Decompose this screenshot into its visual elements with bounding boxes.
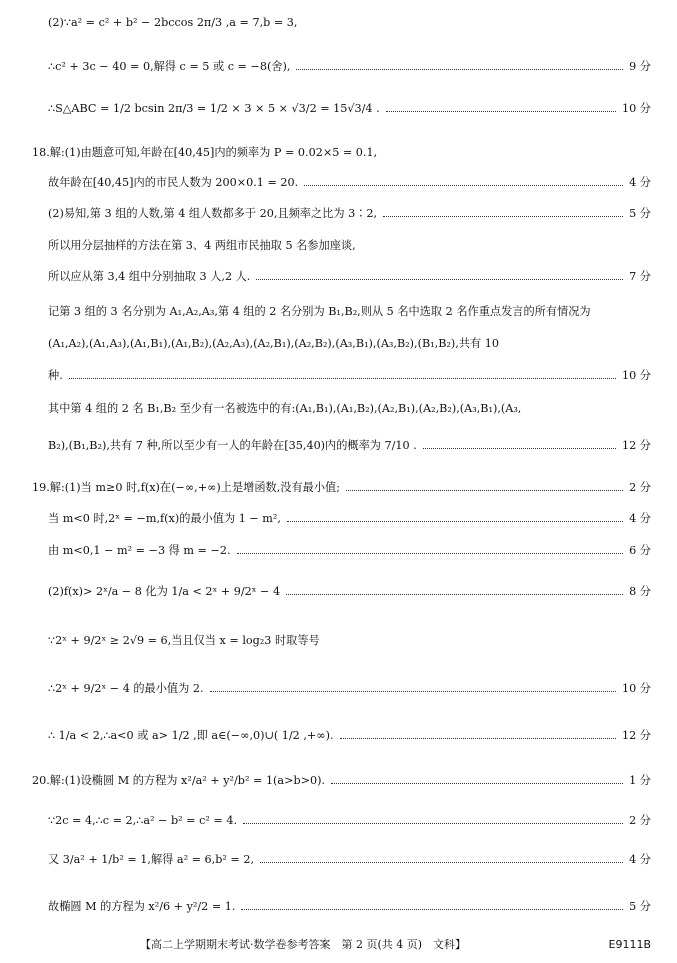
solution-line <box>32 772 651 790</box>
score-label: 10 分 <box>622 369 651 382</box>
leader-dots <box>331 783 623 784</box>
score-label: 4 分 <box>629 853 651 866</box>
solution-line <box>48 583 651 601</box>
leader-dots <box>210 691 616 692</box>
score-label: 8 分 <box>629 585 651 598</box>
leader-dots <box>256 279 623 280</box>
line-text: 其中第 4 组的 2 名 B₁,B₂ 至少有一名被选中的有:(A₁,B₁),(A₁,B₂),(A₂,B₁),(A₂,B₂),(A₃,B₁),(A₃, <box>48 402 522 415</box>
score-label: 4 分 <box>629 512 651 525</box>
leader-dots <box>346 490 623 491</box>
solution-line <box>48 400 651 418</box>
leader-dots <box>241 909 623 910</box>
solution-line <box>48 14 651 32</box>
page-footer <box>0 937 651 953</box>
solution-line <box>48 898 651 916</box>
line-text: ∴ 1/a < 2,∴a<0 或 a> 1/2 ,即 a∈(−∞,0)∪( 1/2 ,+∞). <box>48 729 334 742</box>
solution-line <box>48 174 651 192</box>
footer-title: 【高二上学期期末考试·数学卷参考答案 第 2 页(共 4 页) 文科】 <box>140 938 467 951</box>
score-label: 10 分 <box>622 682 651 695</box>
solution-line <box>48 303 651 321</box>
solution-line <box>48 437 651 455</box>
line-text: ∴2ˣ + 9/2ˣ − 4 的最小值为 2. <box>48 682 204 695</box>
line-text: B₂),(B₁,B₂),共有 7 种,所以至少有一人的年龄在[35,40)内的概率为 7/10 . <box>48 439 417 452</box>
solution-line <box>48 510 651 528</box>
leader-dots <box>287 521 623 522</box>
line-text: 故年龄在[40,45]内的市民人数为 200×0.1 = 20. <box>48 176 299 189</box>
line-text: 19.解:(1)当 m≥0 时,f(x)在(−∞,+∞)上是增函数,没有最小值; <box>32 481 340 494</box>
score-label: 9 分 <box>629 60 651 73</box>
leader-dots <box>69 378 616 379</box>
leader-dots <box>243 823 623 824</box>
solution-line <box>48 237 651 255</box>
leader-dots <box>237 553 624 554</box>
score-label: 6 分 <box>629 544 651 557</box>
solution-line <box>32 479 651 497</box>
solution-line <box>48 812 651 830</box>
line-text: 又 3/a² + 1/b² = 1,解得 a² = 6,b² = 2, <box>48 853 255 866</box>
score-label: 12 分 <box>622 729 651 742</box>
score-label: 12 分 <box>622 439 651 452</box>
leader-dots <box>383 216 623 217</box>
score-label: 7 分 <box>629 270 651 283</box>
leader-dots <box>304 185 623 186</box>
line-text: 由 m<0,1 − m² = −3 得 m = −2. <box>48 544 231 557</box>
line-text: 种. <box>48 369 63 382</box>
line-text: 故椭圆 M 的方程为 x²/6 + y²/2 = 1. <box>48 900 236 913</box>
solution-line <box>48 727 651 745</box>
solution-line <box>32 144 651 162</box>
score-label: 4 分 <box>629 176 651 189</box>
solution-line <box>48 632 651 650</box>
line-text: ∴S△ABC = 1/2 bcsin 2π/3 = 1/2 × 3 × 5 × √3/2 = 15√3/4 . <box>48 102 380 115</box>
line-text: ∵2c = 4,∴c = 2,∴a² − b² = c² = 4. <box>48 814 238 827</box>
line-text: 当 m<0 时,2ˣ = −m,f(x)的最小值为 1 − m², <box>48 512 281 525</box>
line-text: 18.解:(1)由题意可知,年龄在[40,45]内的频率为 P = 0.02×5 = 0.1, <box>32 146 378 159</box>
line-text: ∴c² + 3c − 40 = 0,解得 c = 5 或 c = −8(舍), <box>48 60 291 73</box>
leader-dots <box>296 69 623 70</box>
line-text: (2)f(x)> 2ˣ/a − 8 化为 1/a < 2ˣ + 9/2ˣ − 4 <box>48 585 281 598</box>
solution-line <box>48 851 651 869</box>
score-label: 2 分 <box>629 481 651 494</box>
line-text: 记第 3 组的 3 名分别为 A₁,A₂,A₃,第 4 组的 2 名分别为 B₁,B₂,则从 5 名中选取 2 名作重点发言的所有情况为 <box>48 305 591 318</box>
solution-line <box>48 367 651 385</box>
solution-line <box>48 680 651 698</box>
score-label: 10 分 <box>622 102 651 115</box>
solution-line <box>48 268 651 286</box>
leader-dots <box>423 448 616 449</box>
footer-code: E9111B <box>608 938 651 951</box>
solution-line <box>48 335 651 353</box>
solution-line <box>48 58 651 76</box>
line-text: (2)∵a² = c² + b² − 2bccos 2π/3 ,a = 7,b = 3, <box>48 16 298 29</box>
solution-line <box>48 100 651 118</box>
score-label: 1 分 <box>629 774 651 787</box>
line-text: 所以用分层抽样的方法在第 3、4 两组市民抽取 5 名参加座谈, <box>48 239 356 252</box>
leader-dots <box>286 594 623 595</box>
line-text: (A₁,A₂),(A₁,A₃),(A₁,B₁),(A₁,B₂),(A₂,A₃),(A₂,B₁),(A₂,B₂),(A₃,B₁),(A₃,B₂),(B₁,B₂),共有 10 <box>48 337 500 350</box>
line-text: (2)易知,第 3 组的人数,第 4 组人数都多于 20,且频率之比为 3∶2, <box>48 207 378 220</box>
score-label: 2 分 <box>629 814 651 827</box>
leader-dots <box>340 738 617 739</box>
line-text: 20.解:(1)设椭圆 M 的方程为 x²/a² + y²/b² = 1(a>b>0). <box>32 774 326 787</box>
leader-dots <box>260 862 623 863</box>
line-text: ∵2ˣ + 9/2ˣ ≥ 2√9 = 6,当且仅当 x = log₂3 时取等号 <box>48 634 320 647</box>
leader-dots <box>386 111 616 112</box>
score-label: 5 分 <box>629 207 651 220</box>
line-text: 所以应从第 3,4 组中分别抽取 3 人,2 人. <box>48 270 251 283</box>
score-label: 5 分 <box>629 900 651 913</box>
solution-line <box>48 205 651 223</box>
solution-line <box>48 542 651 560</box>
